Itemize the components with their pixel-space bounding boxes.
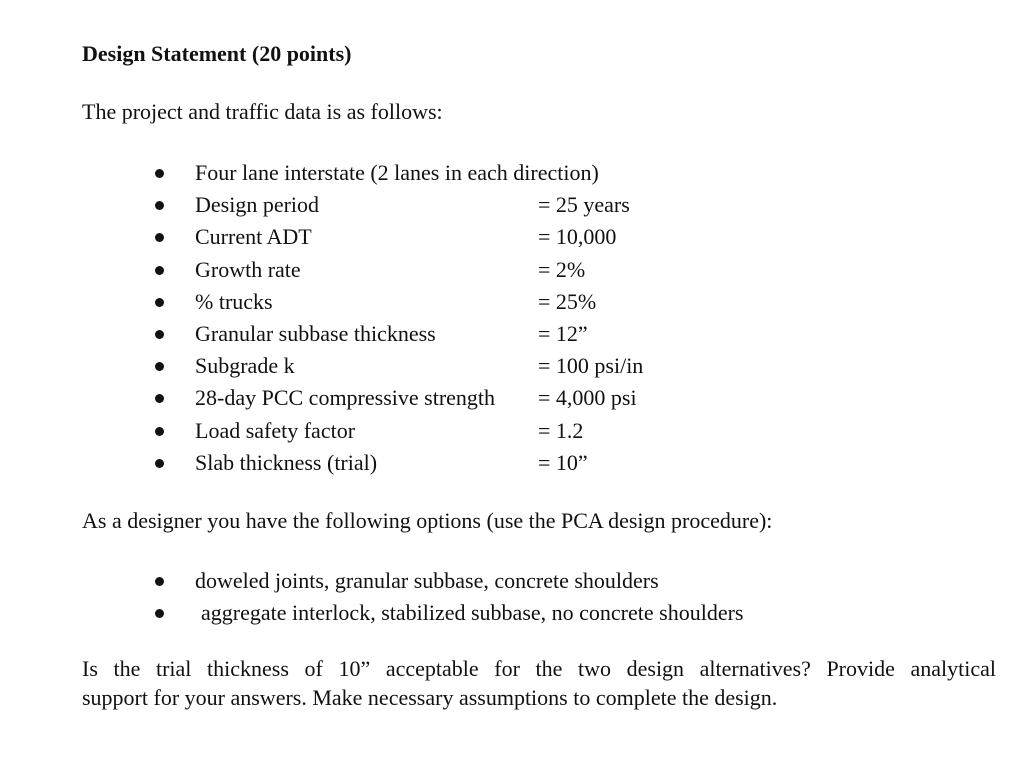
item-label: Growth rate xyxy=(195,256,301,282)
item-label: Slab thickness (trial) xyxy=(195,449,378,475)
intro-text: The project and traffic data is as follows: xyxy=(82,99,443,124)
bullet-icon xyxy=(155,233,164,242)
item-label: Granular subbase thickness xyxy=(195,320,436,346)
question-line: Is the trial thickness of 10” acceptable for the two design alternatives? Provide analytical xyxy=(82,656,996,681)
bullet-icon xyxy=(155,298,164,307)
item-value: = 100 psi/in xyxy=(538,353,644,379)
question-paragraph xyxy=(82,654,996,712)
bullet-icon xyxy=(155,169,164,178)
bullet-icon xyxy=(155,609,164,618)
item-label: 28-day PCC compressive strength xyxy=(195,385,496,411)
item-value: = 12” xyxy=(538,320,588,346)
item-label: % trucks xyxy=(195,288,273,314)
item-label: Design period xyxy=(195,192,320,218)
question-line: support for your answers. Make necessary assumptions to complete the design. xyxy=(82,685,778,710)
item-value: = 2% xyxy=(538,256,586,282)
bullet-icon xyxy=(155,427,164,436)
bullet-icon xyxy=(155,201,164,210)
bullet-icon xyxy=(155,266,164,275)
option-label: doweled joints, granular subbase, concrete shoulders xyxy=(195,568,659,593)
document-title: Design Statement (20 points) xyxy=(82,41,352,66)
item-label: Four lane interstate (2 lanes in each direction) xyxy=(195,160,599,185)
item-label: Current ADT xyxy=(195,224,312,250)
bullet-icon xyxy=(155,577,164,586)
item-value: = 10,000 xyxy=(538,224,617,250)
item-value: = 1.2 xyxy=(538,417,584,443)
item-label: Load safety factor xyxy=(195,417,356,443)
bullet-icon xyxy=(155,394,164,403)
item-value: = 25% xyxy=(538,288,597,314)
bullet-icon xyxy=(155,330,164,339)
item-value: = 10” xyxy=(538,449,588,475)
options-intro-text: As a designer you have the following options (use the PCA design procedure): xyxy=(82,508,773,533)
bullet-icon xyxy=(155,362,164,371)
item-value: = 25 years xyxy=(538,192,630,218)
item-label: Subgrade k xyxy=(195,353,295,379)
option-label: aggregate interlock, stabilized subbase, no concrete shoulders xyxy=(201,600,744,626)
bullet-icon xyxy=(155,459,164,468)
item-value: = 4,000 psi xyxy=(538,385,637,411)
